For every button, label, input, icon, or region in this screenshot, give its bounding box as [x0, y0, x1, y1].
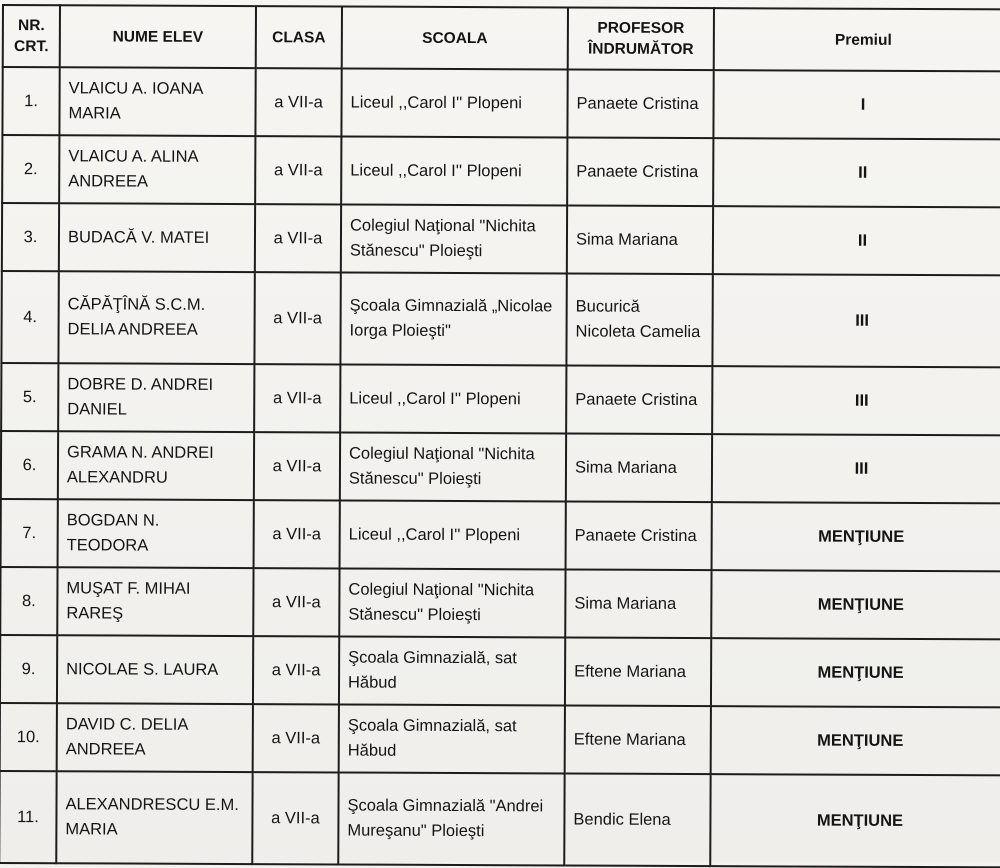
table-row — [2, 203, 1000, 275]
cell-clasa: a VII-a — [254, 272, 340, 364]
cell-clasa: a VII-a — [254, 432, 340, 500]
table-row — [0, 567, 1000, 639]
cell-nume: MUŞAT F. MIHAI RAREŞ — [57, 567, 253, 636]
cell-nume: GRAMA N. ANDREI ALEXANDRU — [58, 431, 254, 500]
table-row — [0, 635, 1000, 707]
cell-premiul: I — [713, 70, 1000, 139]
cell-clasa: a VII-a — [255, 136, 341, 204]
cell-clasa: a VII-a — [255, 204, 341, 272]
table-row — [1, 499, 1000, 571]
cell-profesor: Sima Mariana — [565, 569, 711, 638]
cell-profesor: Bucurică Nicoleta Camelia — [566, 273, 712, 366]
header-nr-crt: NR. CRT. — [3, 5, 60, 67]
cell-nume: ALEXANDRESCU E.M. MARIA — [56, 771, 252, 864]
cell-nume: DOBRE D. ANDREI DANIEL — [58, 363, 254, 432]
cell-profesor: Panaete Cristina — [567, 137, 713, 206]
table-row — [2, 67, 1000, 139]
cell-scoala: Colegiul Naţional "Nichita Stănescu" Ploieşti — [340, 432, 566, 501]
cell-scoala: Şcoala Gimnazială „Nicolae Iorga Ploieşti" — [340, 272, 566, 365]
cell-nume: NICOLAE S. LAURA — [57, 635, 253, 704]
cell-nume: VLAICU A. ALINA ANDREEA — [59, 135, 255, 204]
cell-nume: VLAICU A. IOANA MARIA — [59, 67, 255, 136]
cell-nr: 1. — [2, 67, 59, 135]
table-row — [1, 363, 1000, 435]
cell-scoala: Liceul ,,Carol I'' Plopeni — [341, 68, 567, 137]
cell-nr: 7. — [1, 499, 58, 567]
cell-profesor: Panaete Cristina — [566, 365, 712, 434]
cell-profesor: Panaete Cristina — [566, 501, 712, 570]
cell-scoala: Şcoala Gimnazială, sat Hăbud — [339, 636, 565, 705]
cell-scoala: Liceul ,,Carol I'' Plopeni — [340, 364, 566, 433]
cell-profesor: Bendic Elena — [564, 773, 710, 866]
cell-scoala: Şcoala Gimnazială, sat Hăbud — [339, 704, 565, 773]
cell-premiul: II — [713, 206, 1000, 275]
cell-premiul: MENŢIUNE — [710, 774, 1000, 867]
cell-nume: BOGDAN N. TEODORA — [58, 499, 254, 568]
cell-scoala: Liceul ,,Carol I'' Plopeni — [341, 136, 567, 205]
cell-clasa: a VII-a — [253, 704, 339, 772]
cell-nr: 11. — [0, 771, 57, 863]
cell-nr: 4. — [1, 271, 58, 363]
cell-profesor: Eftene Mariana — [565, 705, 711, 774]
cell-clasa: a VII-a — [253, 636, 339, 704]
cell-profesor: Panaete Cristina — [567, 69, 713, 138]
cell-scoala: Şcoala Gimnazială "Andrei Mureşanu" Ploieşti — [338, 772, 564, 865]
cell-profesor: Sima Mariana — [566, 433, 712, 502]
cell-premiul: II — [713, 138, 1000, 207]
header-scoala: SCOALA — [342, 6, 568, 69]
cell-nr: 3. — [2, 203, 59, 271]
cell-nr: 10. — [0, 703, 57, 771]
table-header-row — [3, 5, 1000, 71]
cell-clasa: a VII-a — [253, 568, 339, 636]
cell-premiul: MENŢIUNE — [711, 706, 1000, 775]
cell-scoala: Colegiul Naţional "Nichita Stănescu" Ploieşti — [339, 568, 565, 637]
cell-clasa: a VII-a — [255, 68, 341, 136]
cell-premiul: MENŢIUNE — [711, 570, 1000, 639]
cell-profesor: Eftene Mariana — [565, 637, 711, 706]
cell-clasa: a VII-a — [252, 772, 338, 864]
header-profesor: PROFESOR ÎNDRUMĂTOR — [568, 7, 714, 70]
cell-clasa: a VII-a — [254, 364, 340, 432]
cell-profesor: Sima Mariana — [567, 205, 713, 274]
cell-premiul: III — [712, 366, 1000, 435]
header-clasa: CLASA — [256, 6, 342, 68]
table-row — [0, 771, 1000, 867]
cell-nr: 5. — [1, 363, 58, 431]
cell-nume: CĂPĂŢÎNĂ S.C.M. DELIA ANDREEA — [58, 271, 254, 364]
cell-premiul: III — [712, 274, 1000, 367]
cell-premiul: III — [712, 434, 1000, 503]
header-premiul: Premiul — [714, 8, 1000, 71]
cell-nr: 9. — [0, 635, 57, 703]
header-nume-elev: NUME ELEV — [60, 5, 256, 68]
cell-nr: 6. — [1, 431, 58, 499]
cell-nume: DAVID C. DELIA ANDREEA — [57, 703, 253, 772]
cell-nume: BUDACĂ V. MATEI — [59, 203, 255, 272]
table-row — [1, 431, 1000, 503]
cell-nr: 2. — [2, 135, 59, 203]
cell-premiul: MENŢIUNE — [711, 638, 1000, 707]
results-table — [0, 4, 1000, 868]
cell-nr: 8. — [0, 567, 57, 635]
cell-scoala: Colegiul Naţional "Nichita Stănescu" Ploieşti — [341, 204, 567, 273]
cell-clasa: a VII-a — [254, 500, 340, 568]
cell-scoala: Liceul ,,Carol I'' Plopeni — [340, 500, 566, 569]
cell-premiul: MENŢIUNE — [712, 502, 1000, 571]
table-row — [1, 271, 1000, 367]
table-row — [0, 703, 1000, 775]
table-row — [2, 135, 1000, 207]
